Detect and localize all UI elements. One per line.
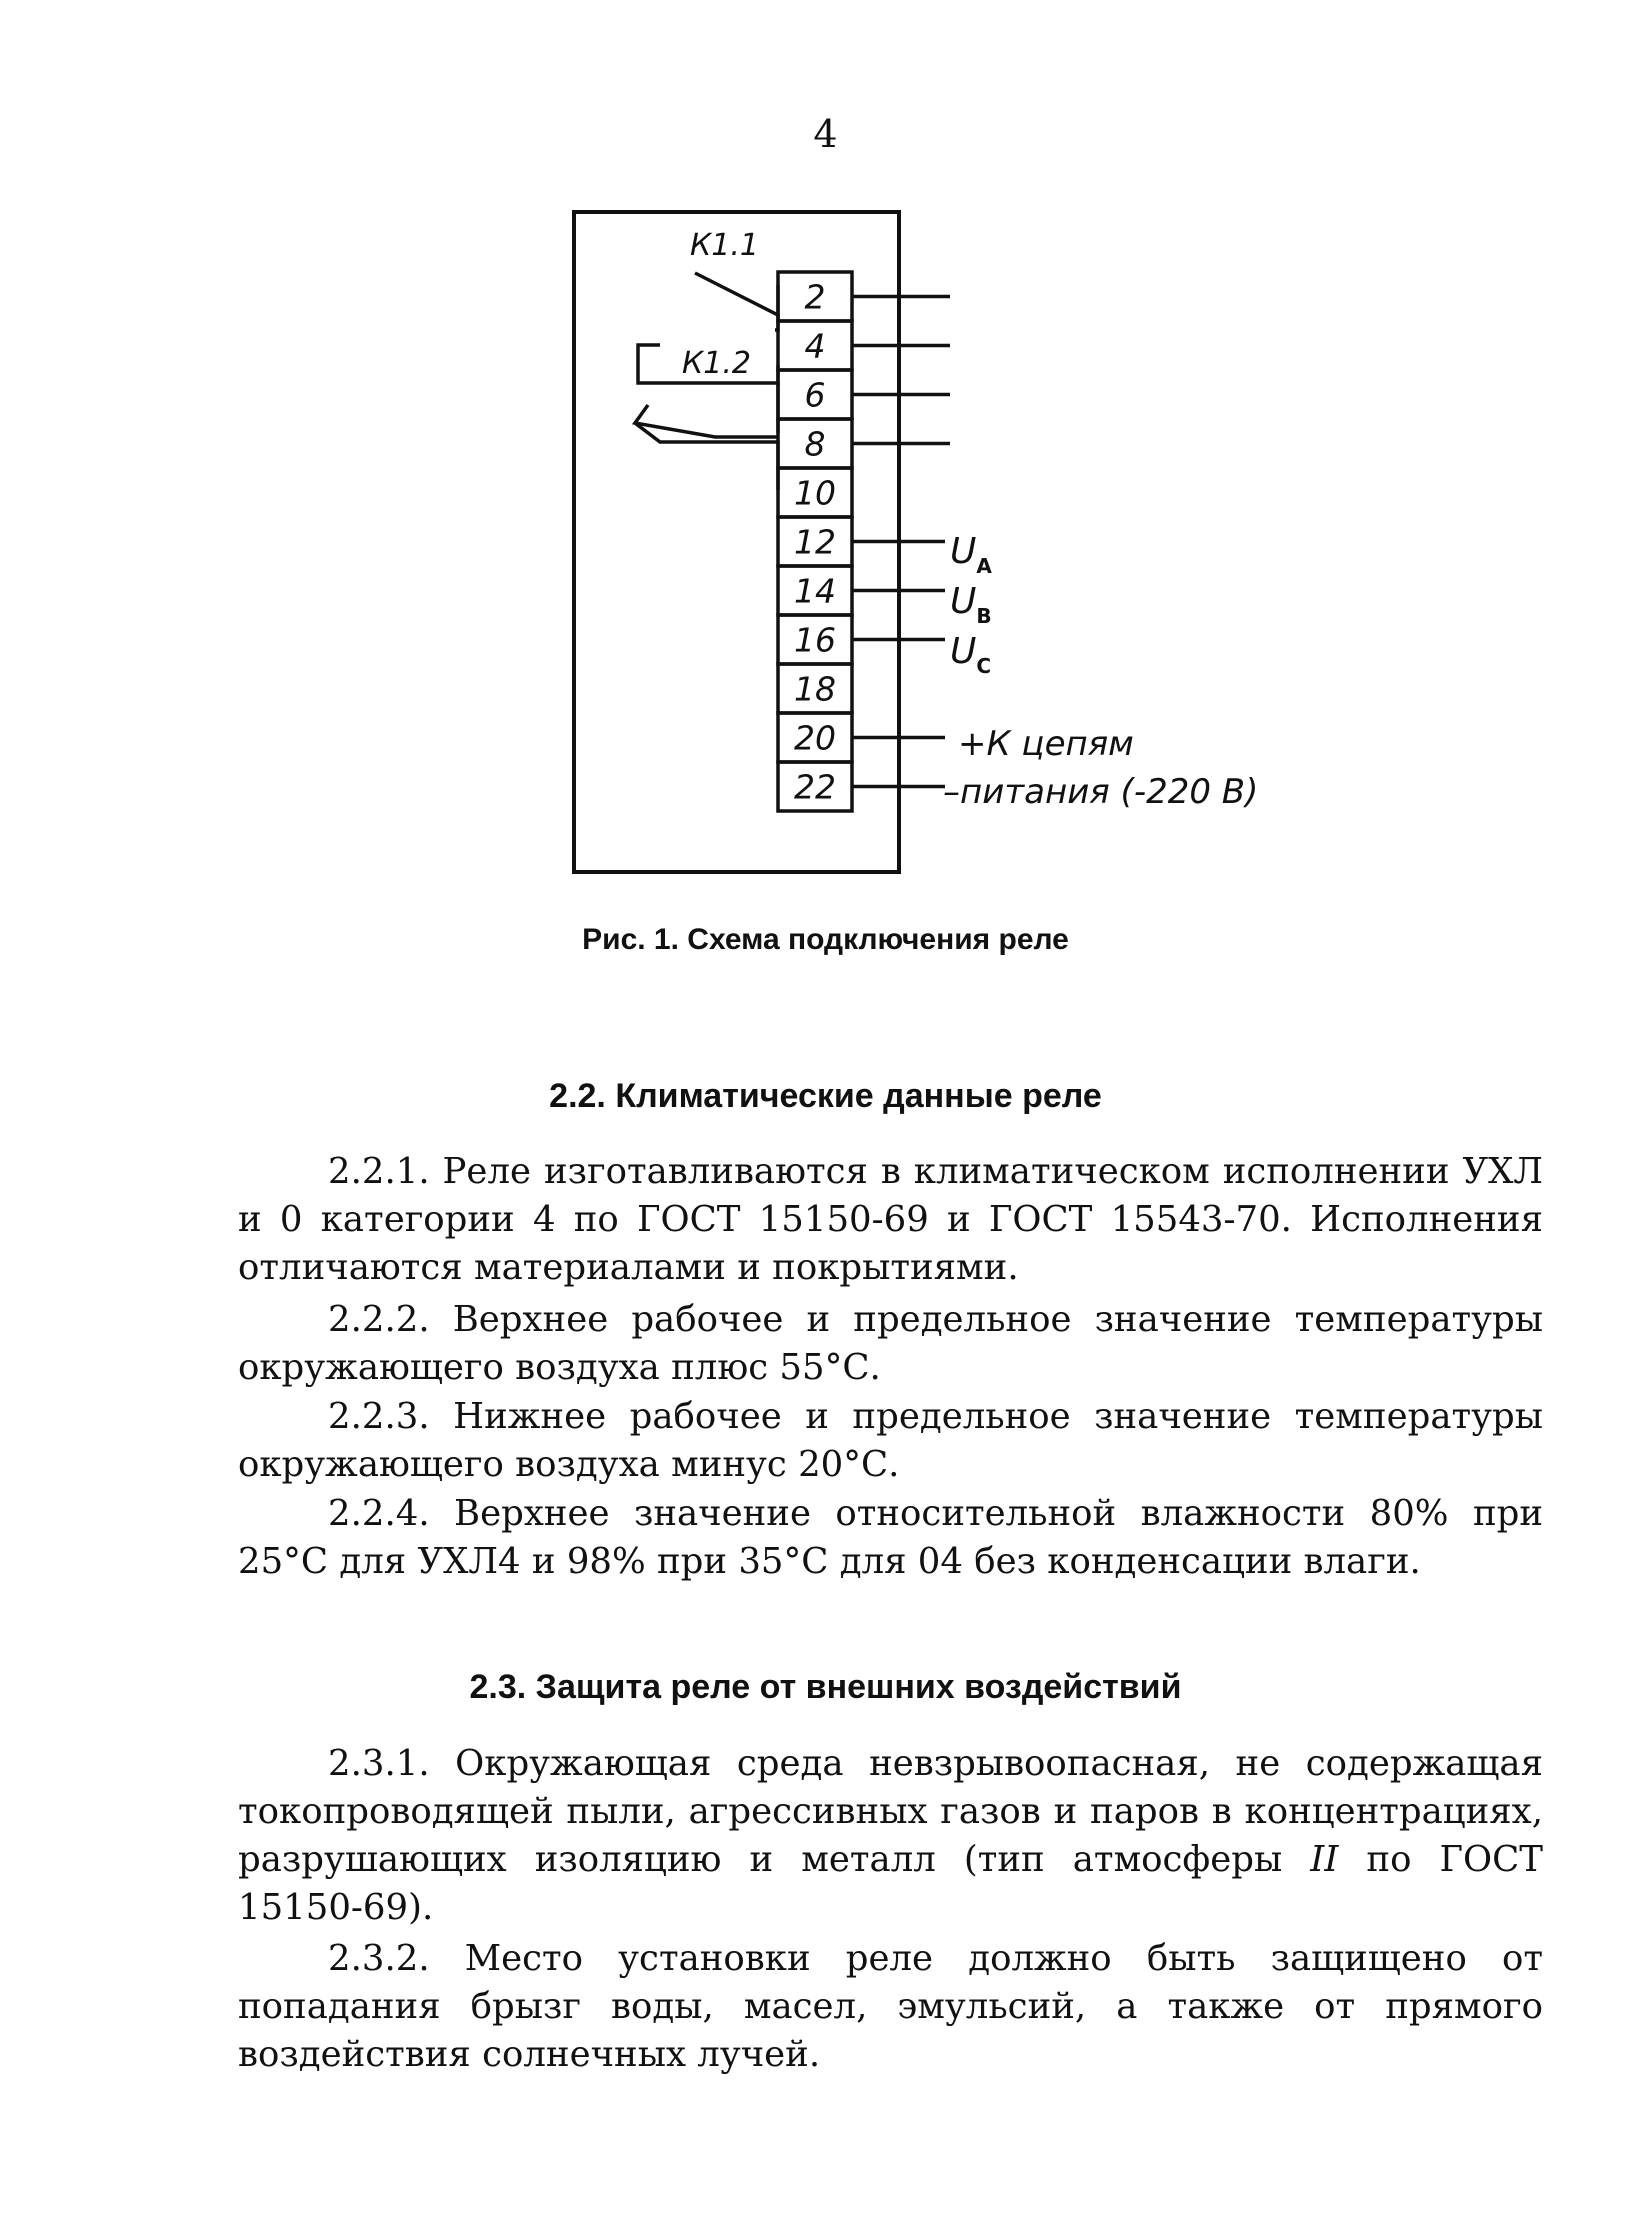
terminal-number: 12 xyxy=(794,522,836,562)
terminal-number: 22 xyxy=(794,767,836,807)
terminal-number: 4 xyxy=(804,326,826,366)
terminal-number: 8 xyxy=(804,424,826,464)
contact-k12-arm xyxy=(635,405,778,437)
paragraph-2-2-3: 2.2.3. Нижнее рабочее и предельное значение температуры окружающего воздуха минус 20°С. xyxy=(238,1396,1543,1485)
contact-k11-arm xyxy=(695,273,778,315)
power-label-minus: –питания (-220 В) xyxy=(943,772,1259,812)
paragraph-2-2-1: 2.2.1. Реле изготавливаются в климатическом исполнении УХЛ и 0 категории 4 по ГОСТ 15150-69 и ГОСТ 15543-70. Исполнения отличаются материалами и покрытиями. xyxy=(238,1151,1543,1288)
voltage-label-uc: $U_C$ xyxy=(950,631,992,678)
voltage-label-ub: $U_B$ xyxy=(950,581,992,628)
terminal-number: 2 xyxy=(804,277,826,317)
power-label-plus: +К цепям xyxy=(958,724,1134,764)
contact-label-k11: К1.1 xyxy=(690,228,760,263)
paragraph-2-2-4: 2.2.4. Верхнее значение относительной влажности 80% при 25°С для УХЛ4 и 98% при 35°С для 04 без конденсации влаги. xyxy=(238,1493,1543,1582)
terminal-number: 6 xyxy=(804,375,826,415)
paragraph-2-3-1-tail: по ГОСТ 15150-69). xyxy=(238,1839,1543,1928)
terminal-number: 16 xyxy=(794,620,836,660)
terminal-block xyxy=(778,272,950,811)
section-heading-protection: 2.3. Защита реле от внешних воздействий xyxy=(469,1668,1182,1706)
wiring-diagram-svg xyxy=(560,205,1340,885)
contact-label-k12: К1.2 xyxy=(682,346,752,381)
contact-k12-lower xyxy=(635,423,778,490)
paragraph-2-3-1 xyxy=(238,1740,1543,1932)
terminal-number: 18 xyxy=(794,669,836,709)
terminal-number: 10 xyxy=(794,473,836,513)
figure-caption: Рис. 1. Схема подключения реле xyxy=(582,923,1069,956)
voltage-label-ua: $U_A$ xyxy=(950,531,992,578)
section-heading-climate: 2.2. Климатические данные реле xyxy=(549,1077,1102,1115)
paragraph-2-3-1-lead: 2.3.1. Окружающая среда невзрывоопасная, не содержащая токопроводящей пыли, агрессивных газов и паров в концентрациях, разрушающих изоляцию и металл (тип атмосферы xyxy=(238,1743,1543,1880)
paragraph-2-2-2: 2.2.2. Верхнее рабочее и предельное значение температуры окружающего воздуха плюс 55°С. xyxy=(238,1299,1543,1388)
terminal-number: 14 xyxy=(794,571,836,611)
contact-k11-link xyxy=(775,315,778,330)
relay-wiring-diagram xyxy=(560,205,1340,889)
terminal-number: 20 xyxy=(794,718,836,758)
page-number: 4 xyxy=(813,112,838,156)
contact-wiring xyxy=(635,273,778,490)
atmosphere-type: II xyxy=(1310,1839,1339,1880)
paragraph-2-3-2: 2.3.2. Место установки реле должно быть защищено от попадания брызг воды, масел, эмульсий, а также от прямого воздействия солнечных лучей. xyxy=(238,1938,1543,2075)
